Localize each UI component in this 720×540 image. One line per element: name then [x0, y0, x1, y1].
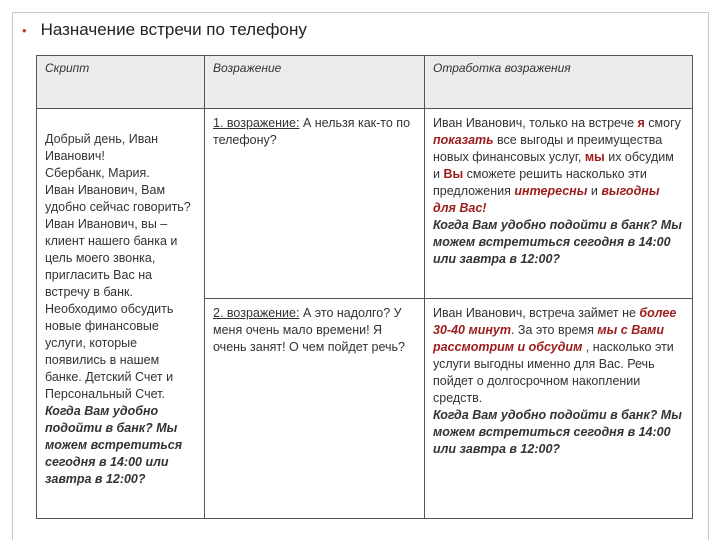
- bullet-icon: •: [22, 22, 27, 38]
- answer-2-question: Когда Вам удобно подойти в банк? Мы можем встретиться сегодня в 14:00 или завтра в 12:00?: [433, 408, 682, 456]
- answer-2-cell: [425, 299, 693, 519]
- objection-2-label: 2. возражение:: [213, 306, 300, 320]
- slide-title-row: [22, 20, 307, 40]
- answer-1-text: Иван Иванович, только на встрече я смогу показать все выгоды и преимущества новых финансовых услуг, мы их обсудим и Вы сможете решить насколько эти предложения интересны и выгодны для Вас!: [433, 116, 681, 215]
- script-question: Когда Вам удобно подойти в банк? Мы можем встретиться сегодня в 14:00 или завтра в 12:00?: [45, 404, 183, 486]
- objection-1-label: 1. возражение:: [213, 116, 300, 130]
- header-handling: Отработка возражения: [425, 56, 693, 109]
- objection-2-text: А это надолго? У меня очень мало времени! Я очень занят! О чем пойдет речь?: [213, 306, 405, 354]
- script-body: Иван Иванович, Вам удобно сейчас говорить? Иван Иванович, вы – клиент нашего банка и цель моего звонка, пригласить Вас на встречу в банк. Необходимо обсудить новые финансовые услуги, которые появились в нашем банке. Детский Счет и Персональный Счет.: [45, 183, 191, 401]
- table-row: [37, 109, 693, 299]
- objection-1-cell: [205, 109, 425, 299]
- header-script: Скрипт: [37, 56, 205, 109]
- objection-1-text: А нельзя как-то по телефону?: [213, 116, 411, 147]
- script-cell: [37, 109, 205, 519]
- script-intro: Сбербанк, Мария.: [45, 166, 150, 180]
- answer-2-text: Иван Иванович, встреча займет не более 30-40 минут. За это время мы с Вами рассмотрим и обсудим , насколько эти услуги выгодны именно для Вас. Речь пойдет о долгосрочном накоплении средств.: [433, 306, 677, 405]
- script-table: [36, 55, 693, 519]
- script-greeting: Добрый день, Иван Иванович!: [45, 132, 159, 163]
- table-header-row: [37, 56, 693, 109]
- header-objection: Возражение: [205, 56, 425, 109]
- answer-1-cell: [425, 109, 693, 299]
- answer-1-question: Когда Вам удобно подойти в банк? Мы можем встретиться сегодня в 14:00 или завтра в 12:00?: [433, 218, 682, 266]
- slide-title: Назначение встречи по телефону: [40, 20, 307, 39]
- objection-2-cell: [205, 299, 425, 519]
